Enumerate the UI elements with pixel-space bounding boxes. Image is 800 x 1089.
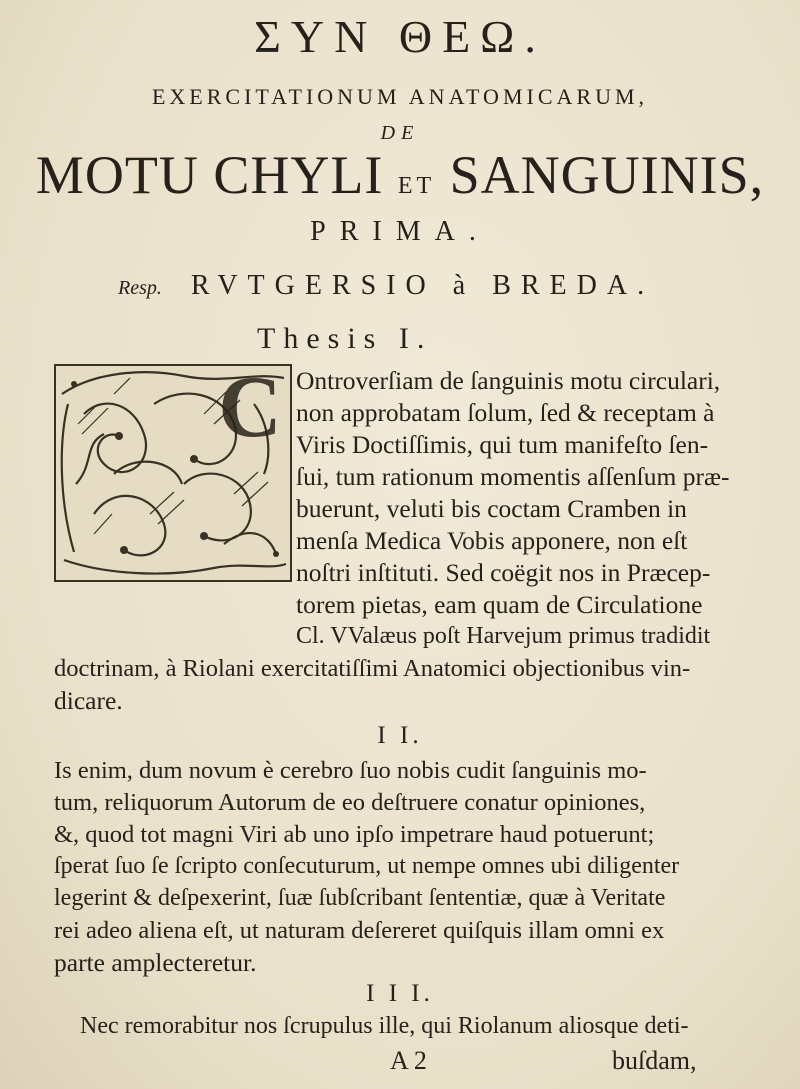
- section2-line-2: tum, reliquorum Autorum de eo deſtruere conatur opiniones,: [54, 789, 646, 816]
- signature-mark: A 2: [390, 1046, 427, 1075]
- resp-abbreviation: Resp.: [118, 277, 162, 299]
- part-label: PRIMA.: [310, 216, 490, 247]
- main-title-et: ET: [397, 173, 436, 199]
- thesis1-line-3: Viris Doctiſſimis, qui tum manifeſto ſen-: [296, 430, 709, 459]
- respondent-name: RVTGERSIO à BREDA.: [190, 270, 655, 301]
- section-number-3: I I I.: [366, 980, 434, 1007]
- thesis-heading: Thesis I.: [257, 322, 433, 355]
- thesis1-line-6: menſa Medica Vobis apponere, non eſt: [296, 526, 688, 555]
- section2-line-5: legerint & deſpexerint, ſuæ ſubſcribant ſententiæ, quæ à Veritate: [54, 885, 666, 911]
- title-de: DE: [380, 122, 420, 144]
- invocation-heading: ΣΥΝ ΘΕΩ.: [254, 11, 546, 62]
- main-title: [0, 144, 800, 206]
- section2-line-7: parte amplecteretur.: [54, 948, 257, 977]
- thesis1-line-8: torem pietas, eam quam de Circulatione: [296, 590, 703, 619]
- section2-line-6: rei adeo aliena eſt, ut naturam deſereret quiſquis illam omni ex: [54, 917, 665, 944]
- decorative-initial-c-icon: [54, 364, 292, 582]
- thesis1-line-10: doctrinam, à Riolani exercitatiſſimi Anatomici objectionibus vin-: [54, 655, 691, 682]
- thesis1-line-11: dicare.: [54, 686, 123, 715]
- svg-text:C: C: [218, 364, 282, 456]
- catchword: buſdam,: [612, 1046, 697, 1075]
- respondent-line: [118, 270, 654, 302]
- section2-line-4: ſperat ſuo ſe ſcripto conſecuturum, ut nempe omnes ubi diligenter: [54, 853, 680, 879]
- series-title: EXERCITATIONUM ANATOMICARUM,: [151, 84, 649, 109]
- thesis1-line-4: ſui, tum rationum momentis aſſenſum præ-: [296, 462, 730, 491]
- thesis1-line-7: noſtri inſtituti. Sed coëgit nos in Præcep-: [296, 558, 711, 587]
- main-title-part-2: SANGUINIS,: [449, 145, 765, 205]
- thesis1-line-2: non approbatam ſolum, ſed & receptam à: [296, 398, 715, 427]
- section3-line-1: Nec remorabitur nos ſcrupulus ille, qui Riolanum aliosque deti-: [80, 1013, 689, 1039]
- thesis1-line-5: buerunt, veluti bis coctam Cramben in: [296, 494, 687, 523]
- thesis1-line-1: Ontroverſiam de ſanguinis motu circulari,: [296, 366, 721, 395]
- section2-line-3: &, quod tot magni Viri ab uno ipſo impetrare haud potuerunt;: [54, 821, 655, 848]
- thesis1-line-9: Cl. VValæus poſt Harvejum primus tradidit: [296, 623, 711, 649]
- section-number-2: I I.: [377, 722, 423, 749]
- section2-line-1: Is enim, dum novum è cerebro ſuo nobis cudit ſanguinis mo-: [54, 757, 647, 784]
- main-title-part-1: MOTU CHYLI: [35, 145, 384, 205]
